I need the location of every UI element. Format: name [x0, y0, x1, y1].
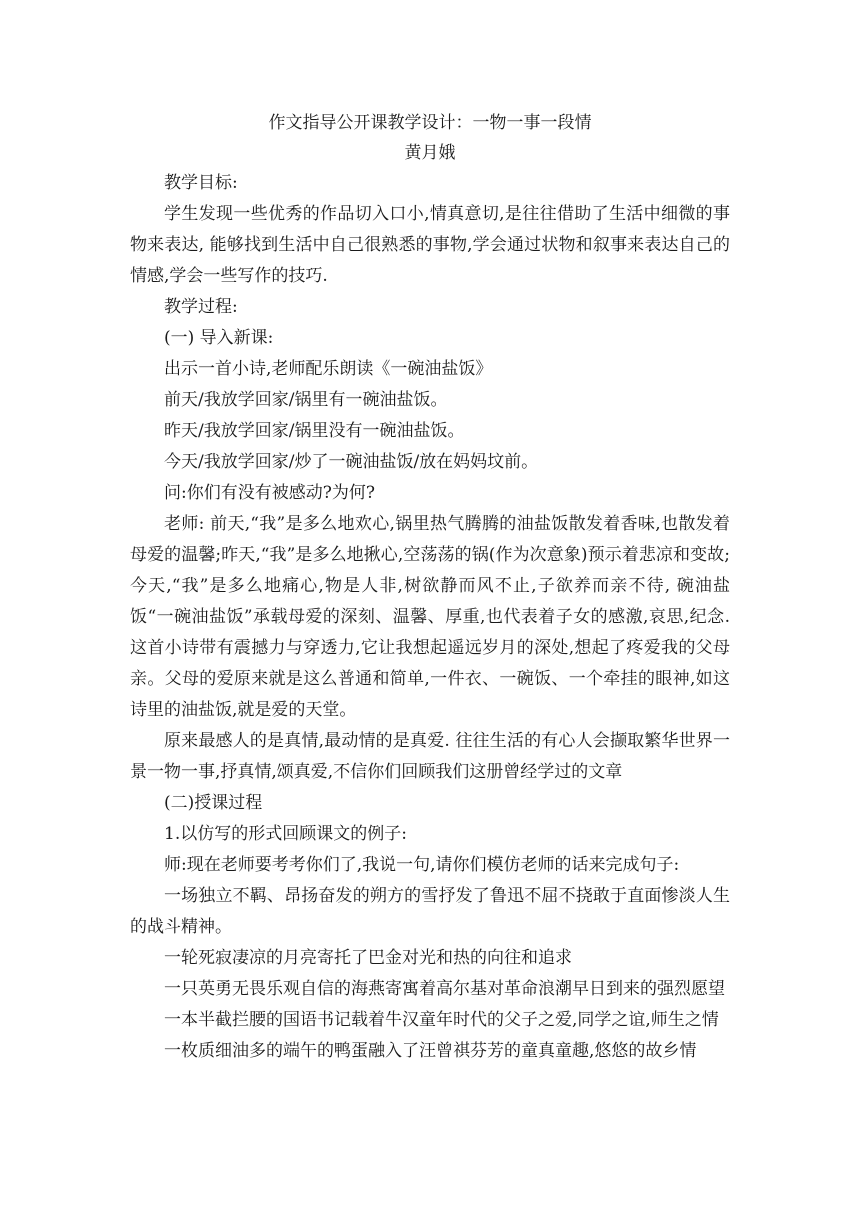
subheading-lesson-process: (二)授课过程 — [164, 793, 263, 813]
subheading-intro: (一) 导入新课: — [164, 328, 274, 348]
document-title: 作文指导公开课教学设计：一物一事一段情 — [268, 113, 592, 133]
example-sentence-5: 一枚质细油多的端午的鸭蛋融入了汪曾祺芬芳的童真童趣,悠悠的故乡情 — [164, 1041, 697, 1061]
objectives-paragraph: 学生发现一些优秀的作品切入口小,情真意切,是往往借助了生活中细微的事物来表达, 能够找到生活中自己很熟悉的事物,学会通过状物和叙事来表达自己的情感,学会一些写作的技巧. — [130, 204, 730, 286]
poem-line-3: 今天/我放学回家/炒了一碗油盐饭/放在妈妈坟前。 — [164, 452, 539, 472]
example-sentence-4: 一本半截拦腰的国语书记载着牛汉童年时代的父子之爱,同学之谊,师生之情 — [164, 1010, 719, 1030]
question-line: 问:你们有没有被感动?为何? — [164, 483, 375, 503]
teacher-commentary-paragraph: 老师: 前天,“我”是多么地欢心,锅里热气腾腾的油盐饭散发着香味,也散发着母爱的温馨;昨天,“我”是多么地揪心,空荡荡的锅(作为次意象)预示着悲凉和变故;今天,“我”是多么地痛心,物是人非,树欲静而风不止,子欲养而亲不待, 碗油盐饭“一碗油盐饭”承载母爱的深刻、温馨、厚重,也代表着子女的感激,哀思,纪念. 这首小诗带有震撼力与穿透力,它让我想起遥远岁月的深处,想起了疼爱我的父母亲。父母的爱原来就是这么普通和简单,一件衣、一碗饭、一个牵挂的眼神,如这诗里的油盐饭,就是爱的天堂。 — [130, 514, 730, 720]
document-page — [130, 108, 730, 1067]
poem-line-2: 昨天/我放学回家/锅里没有一碗油盐饭。 — [164, 421, 465, 441]
poem-intro-line: 出示一首小诗,老师配乐朗读《一碗油盐饭》 — [164, 359, 493, 379]
example-sentence-3: 一只英勇无畏乐观自信的海燕寄寓着高尔基对革命浪潮早日到来的强烈愿望 — [164, 979, 725, 999]
document-author: 黄月娥 — [404, 143, 456, 163]
summary-paragraph: 原来最感人的是真情,最动情的是真爱. 往往生活的有心人会撷取繁华世界一景一物一事,抒真情,颂真爱,不信你们回顾我们这册曾经学过的文章 — [130, 731, 730, 782]
section-heading-process: 教学过程: — [164, 297, 238, 317]
example-sentence-1: 一场独立不羁、昂扬奋发的朔方的雪抒发了鲁迅不屈不挠敢于直面惨淡人生的战斗精神。 — [130, 886, 730, 937]
step-1-line: 1.以仿写的形式回顾课文的例子: — [164, 824, 407, 844]
poem-line-1: 前天/我放学回家/锅里有一碗油盐饭。 — [164, 390, 448, 410]
teacher-instruction-line: 师:现在老师要考考你们了,我说一句,请你们模仿老师的话来完成句子: — [164, 855, 680, 875]
example-sentence-2: 一轮死寂凄凉的月亮寄托了巴金对光和热的向往和追求 — [164, 948, 572, 968]
section-heading-objectives: 教学目标: — [164, 173, 238, 193]
